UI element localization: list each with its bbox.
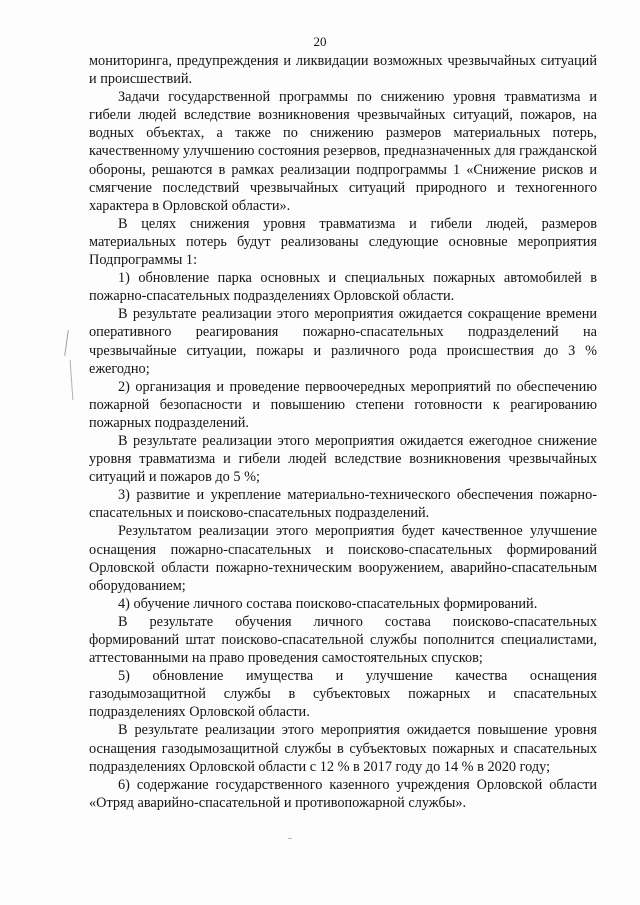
paragraph-program-tasks: Задачи государственной программы по снижению уровня травматизма и гибели людей вследствие возникновения чрезвычайных ситуаций, пожаров, на водных объектах, а также по снижению размеров материальных потерь, качественному улучшению состояния резервов, предназначенных для гражданской обороны, решаются в рамках реализации подпрограммы 1 «Снижение рисков и смягчение последствий чрезвычайных ситуаций природного и техногенного характера в Орловской области». — [89, 89, 597, 214]
paragraph-measure-3-result: Результатом реализации этого мероприятия будет качественное улучшение оснащения пожарно-спасательных и поисково-спасательных формирований Орловской области пожарно-техническим вооружением, аварийно-спасательным оборудованием; — [89, 523, 597, 594]
paragraph-measure-2-result: В результате реализации этого мероприятия ожидается ежегодное снижение уровня травматизма и гибели людей вследствие возникновения чрезвычайных ситуаций и пожаров до 5 %; — [89, 432, 597, 486]
paragraph-measure-4: 4) обучение личного состава поисково-спасательных формирований. — [118, 595, 538, 612]
paragraph-measure-5-result: В результате реализации этого мероприятия ожидается повышение уровня оснащения газодымозащитной службы в субъектовых пожарных и спасательных подразделениях Орловской области с 12 % в 2017 году до 14 % в 2020 году; — [89, 722, 597, 775]
scan-mark — [70, 360, 74, 400]
scan-mark — [288, 838, 292, 839]
scan-mark — [64, 330, 69, 356]
paragraph-measures-intro: В целях снижения уровня травматизма и гибели людей, размеров материальных потерь будут реализованы следующие основные мероприятия Подпрограммы 1: — [89, 215, 597, 269]
paragraph-measure-2: 2) организация и проведение первоочередных мероприятий по обеспечению пожарной безопасности и повышению степени готовности к реагированию пожарных подразделений. — [89, 378, 597, 431]
paragraph-measure-5: 5) обновление имущества и улучшение качества оснащения газодымозащитной службы в субъектовых пожарных и спасательных подразделениях Орловской области. — [89, 668, 597, 721]
paragraph-measure-1-result: В результате реализации этого мероприятия ожидается сокращение времени оперативного реагирования пожарно-спасательных подразделений на чрезвычайные ситуации, пожары и различного рода происшествия до 3 % ежегодно; — [89, 306, 597, 377]
page-number: 20 — [313, 34, 327, 49]
paragraph-measure-4-result: В результате обучения личного состава поисково-спасательных формирований штат поисково-спасательной службы пополнится специалистами, аттестованными на право проведения самостоятельных спусков; — [89, 613, 597, 667]
paragraph-measure-3: 3) развитие и укрепление материально-технического обеспечения пожарно-спасательных и поисково-спасательных подразделений. — [89, 487, 597, 522]
paragraph-continuation: мониторинга, предупреждения и ликвидации возможных чрезвычайных ситуаций и происшествий. — [89, 53, 597, 88]
paragraph-measure-1: 1) обновление парка основных и специальных пожарных автомобилей в пожарно-спасательных подразделениях Орловской области. — [89, 270, 597, 305]
paragraph-measure-6: 6) содержание государственного казенного учреждения Орловской области «Отряд аварийно-спасательной и противопожарной службы». — [89, 776, 597, 811]
body-text — [89, 52, 597, 812]
